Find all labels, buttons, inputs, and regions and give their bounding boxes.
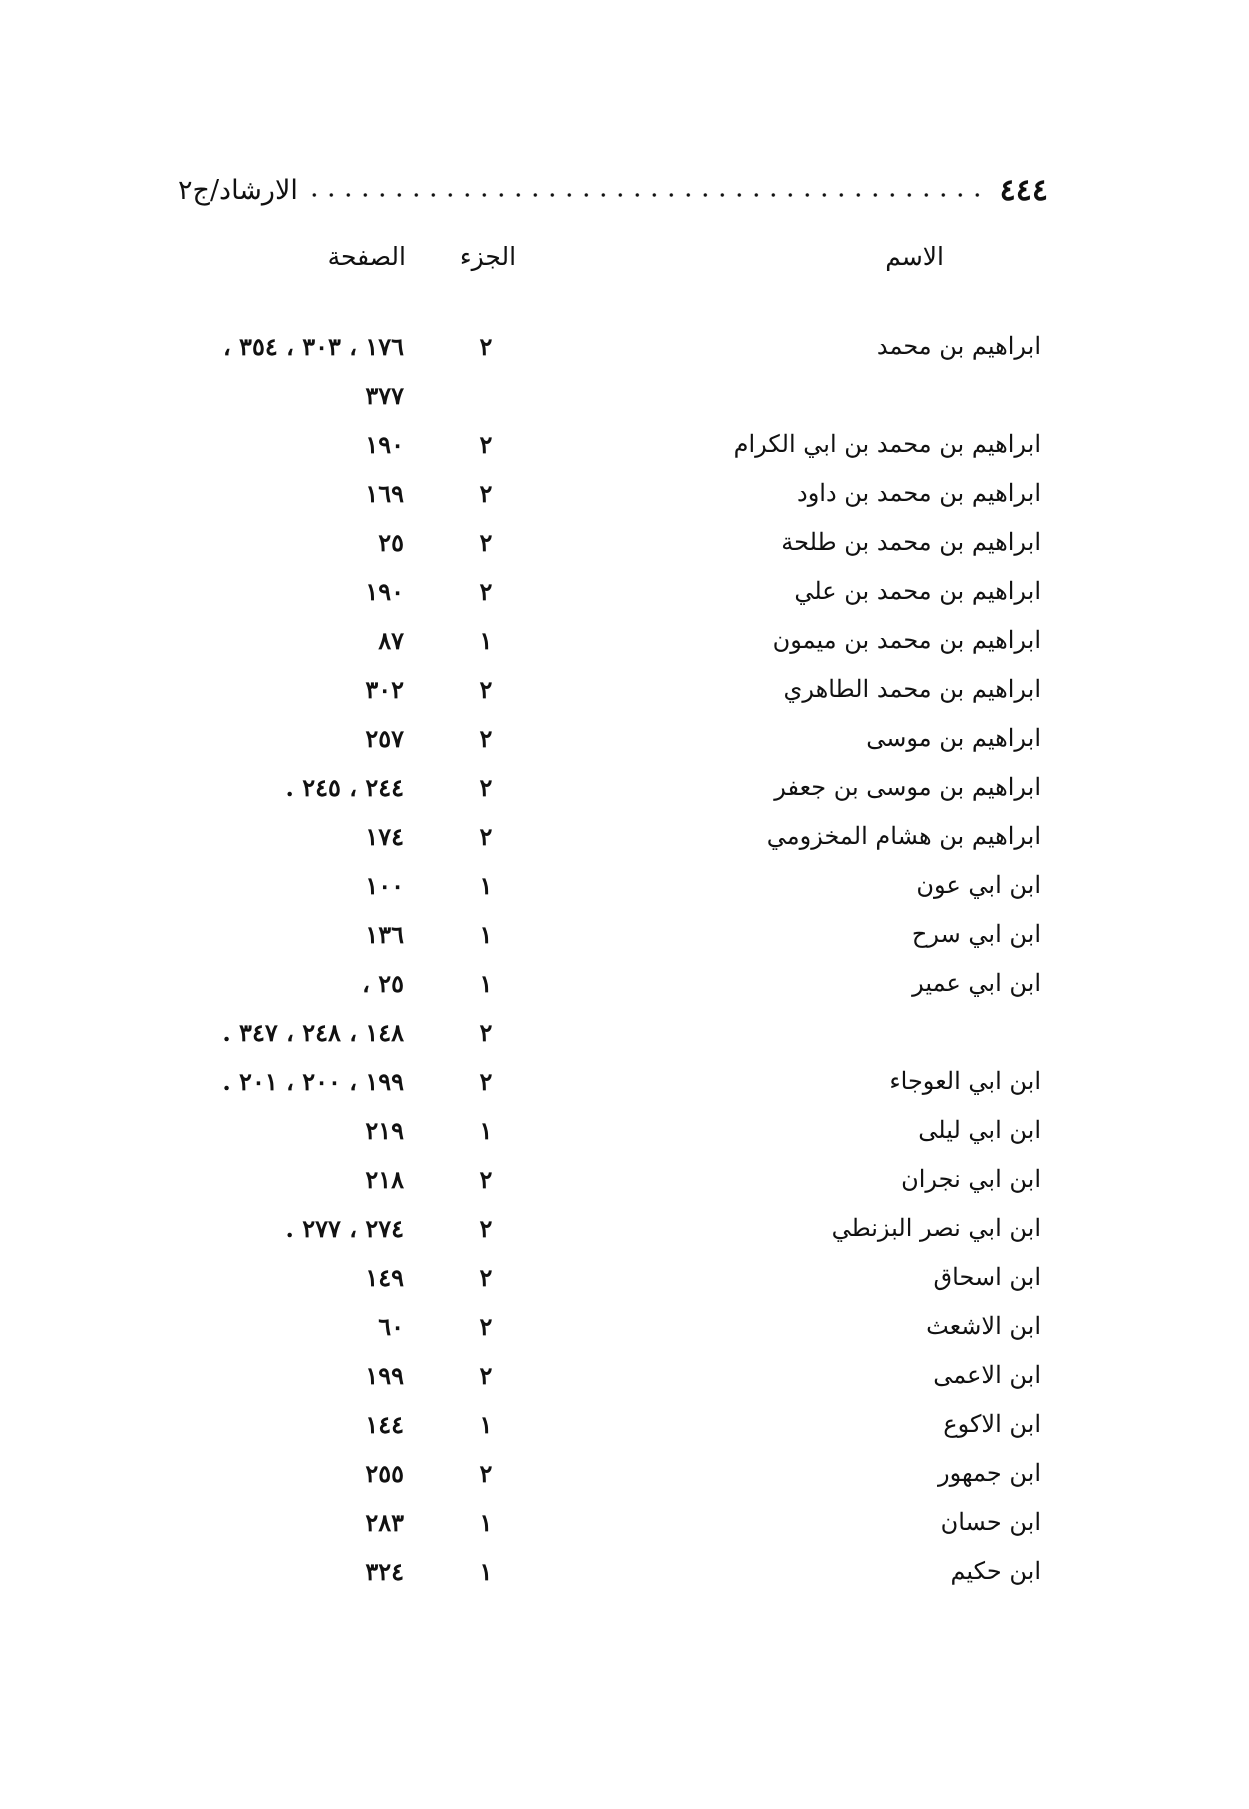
entry-pages: ٢١٨	[365, 1165, 404, 1194]
entry-pages: ١٤٩	[365, 1263, 404, 1292]
table-row	[0, 1353, 1249, 1402]
entry-pages: ٢٥٥	[365, 1459, 404, 1488]
entry-part: ٢	[479, 332, 493, 361]
entry-name: ابراهيم بن محمد بن طلحة	[781, 528, 1041, 556]
entry-pages: ٣٧٧	[365, 381, 404, 410]
table-row	[0, 1500, 1249, 1549]
entry-part: ٢	[479, 724, 493, 753]
entry-part: ١	[479, 626, 493, 655]
entry-name: ابن ابي العوجاء	[889, 1067, 1041, 1095]
table-row	[0, 667, 1249, 716]
entry-name: ابن الاعمى	[933, 1361, 1041, 1389]
column-header-part: الجزء	[459, 242, 517, 271]
entry-name: ابن حكيم	[950, 1557, 1041, 1585]
entry-part: ٢	[479, 577, 493, 606]
table-row	[0, 471, 1249, 520]
table-row	[0, 520, 1249, 569]
entry-pages: ١٦٩	[365, 479, 404, 508]
entry-pages: ١٧٤	[365, 822, 404, 851]
column-header-page: الصفحة	[327, 242, 406, 271]
table-row	[0, 1402, 1249, 1451]
book-title: الارشاد/ج٢	[178, 174, 298, 206]
entry-part: ٢	[479, 1165, 493, 1194]
entry-name: ابن جمهور	[937, 1459, 1041, 1487]
page-number: ٤٤٤	[999, 172, 1048, 208]
entry-pages: ١٩٠	[365, 577, 404, 606]
entry-name: ابن الاشعث	[926, 1312, 1041, 1340]
column-header-name: الاسم	[885, 242, 944, 271]
entry-pages: ٨٧	[378, 626, 404, 655]
table-row	[0, 814, 1249, 863]
table-row	[0, 618, 1249, 667]
entry-pages: ١٤٤	[365, 1410, 404, 1439]
entry-part: ١	[479, 1557, 493, 1586]
entry-name: ابراهيم بن محمد	[876, 332, 1041, 360]
entry-part: ٢	[479, 1067, 493, 1096]
entry-name: ابراهيم بن موسى	[866, 724, 1041, 752]
entry-pages: ٣٢٤	[365, 1557, 404, 1586]
entry-part: ٢	[479, 675, 493, 704]
table-row	[0, 1206, 1249, 1255]
table-row	[0, 1304, 1249, 1353]
entry-pages: ١٤٨ ، ٢٤٨ ، ٣٤٧ .	[222, 1018, 404, 1047]
entry-pages: ٢٧٤ ، ٢٧٧ .	[285, 1214, 404, 1243]
entry-part: ١	[479, 1508, 493, 1537]
table-row	[0, 765, 1249, 814]
entry-part: ٢	[479, 773, 493, 802]
entry-pages: ٦٠	[378, 1312, 404, 1341]
table-row	[0, 1059, 1249, 1108]
table-row	[0, 863, 1249, 912]
entry-part: ٢	[479, 1361, 493, 1390]
entry-part: ٢	[479, 1263, 493, 1292]
table-row	[0, 1255, 1249, 1304]
entry-pages: ١٧٦ ، ٣٠٣ ، ٣٥٤ ،	[222, 332, 404, 361]
entry-name: ابن حسان	[940, 1508, 1041, 1536]
entry-name: ابن ابي ليلى	[918, 1116, 1041, 1144]
table-row	[0, 422, 1249, 471]
entry-pages: ٢٤٤ ، ٢٤٥ .	[285, 773, 404, 802]
entry-pages: ٢٥٧	[365, 724, 404, 753]
dot-leader	[312, 193, 986, 197]
entry-name: ابن الاكوع	[943, 1410, 1041, 1438]
entry-pages: ٢٥	[378, 528, 404, 557]
entry-name: ابن ابي عون	[916, 871, 1041, 899]
entry-name: ابن ابي سرح	[911, 920, 1041, 948]
entry-part: ٢	[479, 1312, 493, 1341]
entry-name: ابراهيم بن محمد بن ابي الكرام	[733, 430, 1041, 458]
entry-name: ابراهيم بن موسى بن جعفر	[774, 773, 1041, 801]
entry-name: ابراهيم بن هشام المخزومي	[766, 822, 1041, 850]
entry-pages: ٢٨٣	[365, 1508, 404, 1537]
entry-pages: ٢١٩	[365, 1116, 404, 1145]
entry-pages: ٣٠٢	[365, 675, 404, 704]
table-row	[0, 1108, 1249, 1157]
table-row	[0, 961, 1249, 1010]
entry-pages: ١٩٩ ، ٢٠٠ ، ٢٠١ .	[222, 1067, 404, 1096]
entry-name: ابراهيم بن محمد بن داود	[797, 479, 1041, 507]
entry-part: ١	[479, 1410, 493, 1439]
entry-part: ١	[479, 969, 493, 998]
table-row	[0, 1010, 1249, 1059]
entry-name: ابن ابي نصر البزنطي	[831, 1214, 1041, 1242]
table-row	[0, 373, 1249, 422]
entry-name: ابن اسحاق	[933, 1263, 1041, 1291]
table-row	[0, 569, 1249, 618]
entry-name: ابن ابي نجران	[901, 1165, 1041, 1193]
entry-name: ابراهيم بن محمد بن علي	[794, 577, 1041, 605]
table-row	[0, 1451, 1249, 1500]
entry-part: ٢	[479, 1018, 493, 1047]
entry-pages: ١٠٠	[365, 871, 404, 900]
running-header	[178, 168, 1048, 212]
entry-name: ابراهيم بن محمد الطاهري	[783, 675, 1041, 703]
entry-part: ١	[479, 1116, 493, 1145]
entry-name: ابن ابي عمير	[912, 969, 1041, 997]
table-row	[0, 716, 1249, 765]
entry-pages: ١٩٩	[365, 1361, 404, 1390]
table-row	[0, 324, 1249, 373]
entry-part: ٢	[479, 528, 493, 557]
entry-part: ٢	[479, 822, 493, 851]
entry-pages: ٢٥ ،	[362, 969, 404, 998]
index-table	[0, 324, 1249, 1598]
table-row	[0, 1157, 1249, 1206]
entry-pages: ١٩٠	[365, 430, 404, 459]
entry-part: ٢	[479, 1214, 493, 1243]
entry-part: ١	[479, 920, 493, 949]
entry-part: ١	[479, 871, 493, 900]
entry-part: ٢	[479, 430, 493, 459]
table-row	[0, 912, 1249, 961]
entry-pages: ١٣٦	[365, 920, 404, 949]
entry-part: ٢	[479, 479, 493, 508]
entry-part: ٢	[479, 1459, 493, 1488]
entry-name: ابراهيم بن محمد بن ميمون	[772, 626, 1041, 654]
table-row	[0, 1549, 1249, 1598]
